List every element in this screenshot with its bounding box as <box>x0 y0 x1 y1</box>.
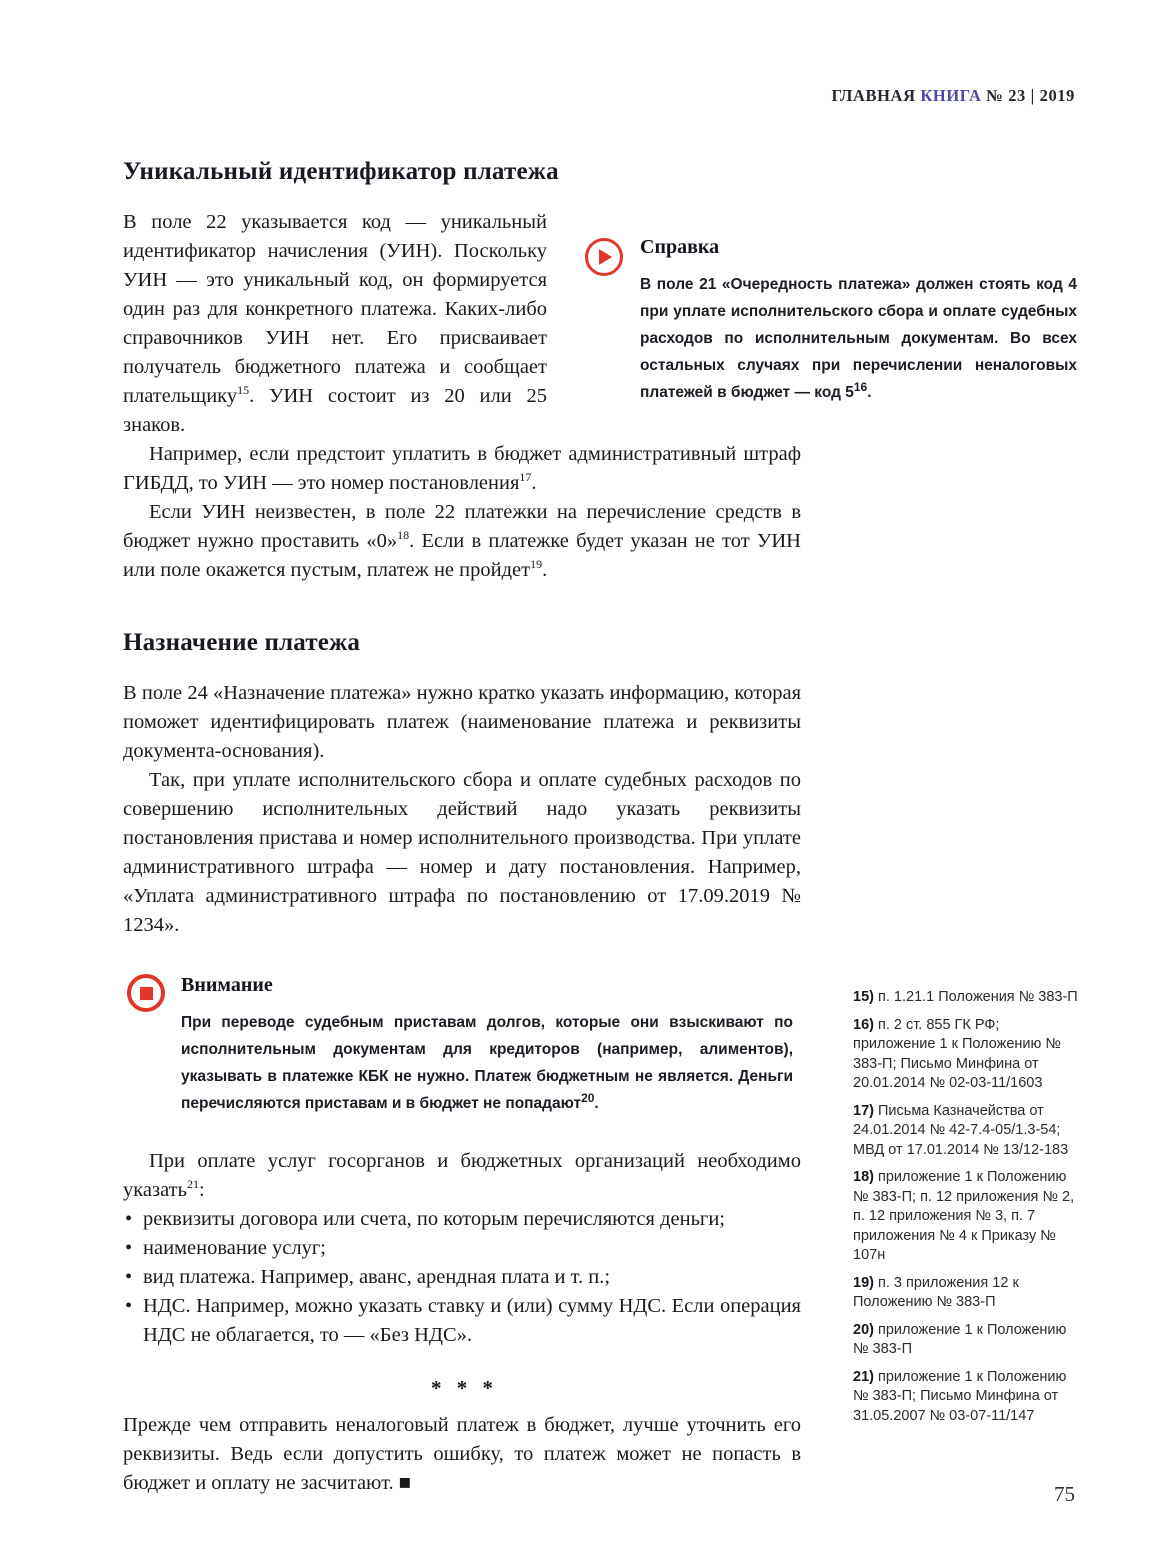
uin-paragraph-3: Если УИН неизвестен, в поле 22 платежки на перечисление средств в бюджет нужно проставить «0»$^{18}$. Если в платежке будет указан не тот УИН или поле окажется пустым, платеж не пройдет$^{19}$. <box>123 501 801 581</box>
footnote-number: 15) <box>853 989 874 1005</box>
footnote <box>853 1321 1083 1360</box>
main-column <box>123 158 801 1498</box>
footnote <box>853 1168 1083 1266</box>
vnimanie-content <box>181 974 793 1117</box>
footnote-number: 19) <box>853 1274 874 1291</box>
list-item: • НДС. Например, можно указать ставку и (или) сумму НДС. Если операция НДС не облагается, то — «Без НДС». <box>123 1292 801 1350</box>
services-bullet-list <box>123 1205 801 1350</box>
issue-number: № 23 | 2019 <box>981 86 1075 105</box>
stop-icon <box>127 974 167 1117</box>
brand-name-black: ГЛАВНАЯ <box>831 86 921 105</box>
section-title-naznachenie: Назначение платежа <box>123 629 361 656</box>
vnimanie-title: Внимание <box>181 974 273 996</box>
list-item: • реквизиты договора или счета, по которым перечисляются деньги; <box>123 1205 801 1234</box>
page-number: 75 <box>1054 1482 1075 1506</box>
naznachenie-paragraph-2: Так, при уплате исполнительского сбора и оплате судебных расходов по совершению исполнительных действий надо указать реквизиты постановления пристава и номер исполнительного производства. При уплате административного штрафа — номер и дату постановления. Например, «Уплата административного штрафа по постановлению от 17.09.2019 № 1234». <box>123 769 801 936</box>
footnote-number: 17) <box>853 1102 874 1119</box>
footnote-number: 18) <box>853 1169 874 1185</box>
uin-paragraph-1: В поле 22 указывается код — уникальный идентификатор начисления (УИН). Поскольку УИН — это уникальный код, он формируется один раз для конкретного платежа. Каких-либо справочников УИН нет. Его присваивает получатель бюджетного платежа и сообщает плательщику$^{15}$. УИН состоит из 20 или 25 знаков. <box>123 211 547 436</box>
list-item: • наименование услуг; <box>123 1234 801 1263</box>
footnote-text: приложение 1 к Положению № 383-П; Письмо Минфина от 31.05.2007 № 03-07-11/147 <box>853 1368 1067 1424</box>
uin-paragraph-2: Например, если предстоит уплатить в бюджет административный штраф ГИБДД, то УИН — это номер постановления$^{17}$. <box>123 443 801 494</box>
section-spacer <box>123 585 801 629</box>
list-item: • вид платежа. Например, аванс, арендная плата и т. п.; <box>123 1263 801 1292</box>
stop-square-icon <box>140 987 153 1000</box>
services-paragraph: При оплате услуг госорганов и бюджетных организаций необходимо указать$^{21}$: <box>123 1150 801 1201</box>
footnote-number: 20) <box>853 1321 874 1338</box>
footnote <box>853 1368 1083 1427</box>
footnote-text: приложение 1 к Положению № 383-П <box>853 1321 1067 1357</box>
section-title-uin: Уникальный идентификатор платежа <box>123 158 559 185</box>
footnote-number: 16) <box>853 1016 874 1033</box>
magazine-header <box>832 86 1076 106</box>
naznachenie-paragraph-1: В поле 24 «Назначение платежа» нужно кратко указать информацию, которая поможет идентифицировать платеж (наименование платежа и реквизиты документа-основания). <box>123 682 801 762</box>
footnote-text: п. 1.21.1 Положения № 383-П <box>873 989 1078 1005</box>
spravka-title: Справка <box>640 236 720 258</box>
footnote-text: п. 3 приложения 12 к Положению № 383-П <box>853 1274 1019 1310</box>
footnote <box>853 1274 1083 1313</box>
vnimanie-callout <box>127 974 801 1117</box>
section-separator: * * * <box>431 1376 493 1400</box>
footnote-number: 21) <box>853 1368 874 1385</box>
footnote-text: п. 2 ст. 855 ГК РФ; приложение 1 к Положению № 383-П; Письмо Минфина от 20.01.2014 № 02-03-11/1603 <box>853 1016 1061 1091</box>
vnimanie-body: При переводе судебным приставам долгов, которые они взыскивают по исполнительным документам для кредиторов (например, алиментов), указывать в платежке КБК не нужно. Платеж бюджетным не является. Деньги перечисляются приставам и в бюджет не попадают$^{20}$. <box>181 1014 793 1112</box>
closing-paragraph: Прежде чем отправить неналоговый платеж в бюджет, лучше уточнить его реквизиты. Ведь если допустить ошибку, то платеж может не попасть в бюджет и оплату не засчитают. ■ <box>123 1414 801 1494</box>
spravka-body: В поле 21 «Очередность платежа» должен стоять код 4 при уплате исполнительского сбора и оплате судебных расходов по исполнительным документам. Во всех остальных случаях при перечислении неналоговых платежей в бюджет — код $5^{16}$. <box>640 276 1077 401</box>
footnote-text: Письма Казначейства от 24.01.2014 № 42-7.4-05/1.3-54; МВД от 17.01.2014 № 13/12-183 <box>853 1102 1069 1158</box>
footnote <box>853 1102 1083 1161</box>
footnote-text: приложение 1 к Положению № 383-П; п. 12 приложения № 2, п. 12 приложения № 3, п. 7 приложения № 4 к Приказу № 107н <box>853 1169 1075 1263</box>
footnote <box>853 1016 1083 1094</box>
footnotes-sidebar <box>853 988 1083 1434</box>
stop-circle-icon <box>127 974 165 1012</box>
footnote <box>853 988 1083 1008</box>
brand-name-purple: КНИГА <box>920 86 982 105</box>
